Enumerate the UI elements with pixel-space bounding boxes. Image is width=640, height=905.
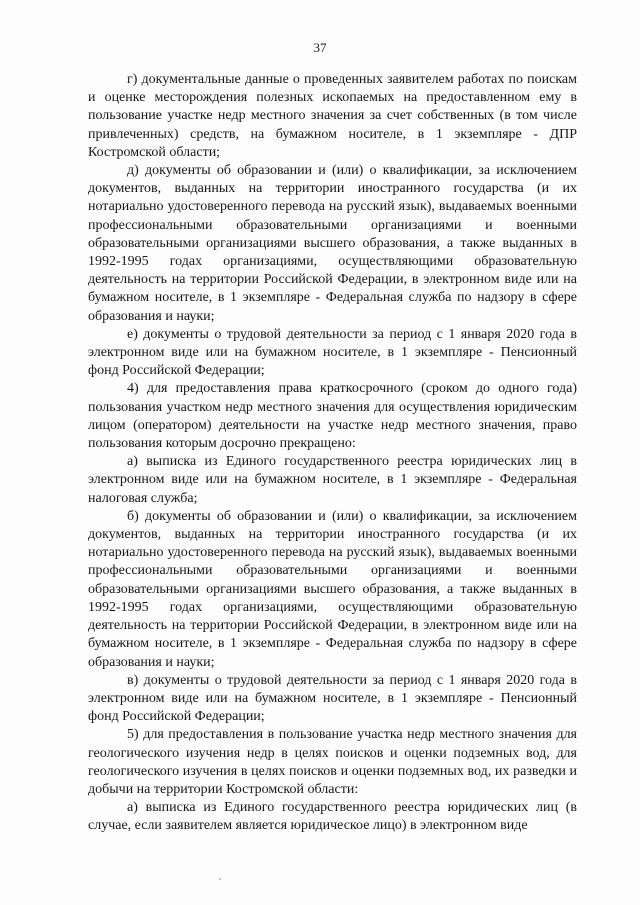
paragraph-a-legal-register: а) выписка из Единого государственного реестра юридических лиц в электронном виде или на бумажном носителе, в 1 экземпляре - Федеральная налоговая служба; <box>88 454 577 506</box>
paragraph-4-short-term-use: 4) для предоставления права краткосрочного (сроком до одного года) пользования участком недр местного значения для осуществления юридическим лицом (оператором) деятельности на участке недр местного значения, право пользования которым досрочно прекращено: <box>88 381 577 452</box>
paragraph-5-groundwater: 5) для предоставления в пользование участка недр местного значения для геологического изучения недр в целях поисков и оценки подземных вод, для геологического изучения в целях поисков и оценки подземных вод, их разведки и добычи на территории Костромской области: <box>88 727 577 797</box>
paragraph-e-labor-docs: е) документы о трудовой деятельности за период с 1 января 2020 года в электронном виде или на бумажном носителе, в 1 экземпляре - Пенсионный фонд Российской Федерации; <box>88 326 577 379</box>
paragraph-d-education-docs: д) документы об образовании и (или) о квалификации, за исключением документов, выданных на территории иностранного государства (и их нотариально удостоверенного перевода на русский язык), выдаваемых военными профессиональными образовательными организациями и военными образовательными организациями высшего образования, а также выданных в 1992-1995 годах организациями, осуществляющими образовательную деятельность на территории Российской Федерации, в электронном виде или на бумажном носителе, в 1 экземпляре - Федеральная служба по надзору в сфере образования и науки; <box>88 163 577 324</box>
paragraph-v-labor-docs: в) документы о трудовой деятельности за период с 1 января 2020 года в электронном виде или на бумажном носителе, в 1 экземпляре - Пенсионный фонд Российской Федерации; <box>88 672 577 725</box>
paragraph-a-legal-register-2: а) выписка из Единого государственного реестра юридических лиц (в случае, если заявителем является юридическое лицо) в электронном виде <box>88 800 577 834</box>
paragraph-b-education-docs: б) документы об образовании и (или) о квалификации, за исключением документов, выданных на территории иностранного государства (и их нотариально удостоверенного перевода на русский язык), выдаваемых военными профессиональными образовательными организациями и военными образовательными организациями высшего образования, а также выданных в 1992-1995 годах организациями, осуществляющими образовательную деятельность на территории Российской Федерации, в электронном виде или на бумажном носителе, в 1 экземпляре - Федеральная служба по надзору в сфере образования и науки; <box>88 508 577 670</box>
paragraph-g-field-data: г) документальные данные о проведенных заявителем работах по поискам и оценке месторождения полезных ископаемых на предоставленном ему в пользование участке недр местного значения за счет собственных (в том числе привлеченных) средств, на бумажном носителе, в 1 экземпляре - ДПР Костромской области; <box>88 72 577 160</box>
page-number: 37 <box>313 40 327 55</box>
document-body <box>88 71 577 836</box>
scan-speck <box>219 878 221 880</box>
